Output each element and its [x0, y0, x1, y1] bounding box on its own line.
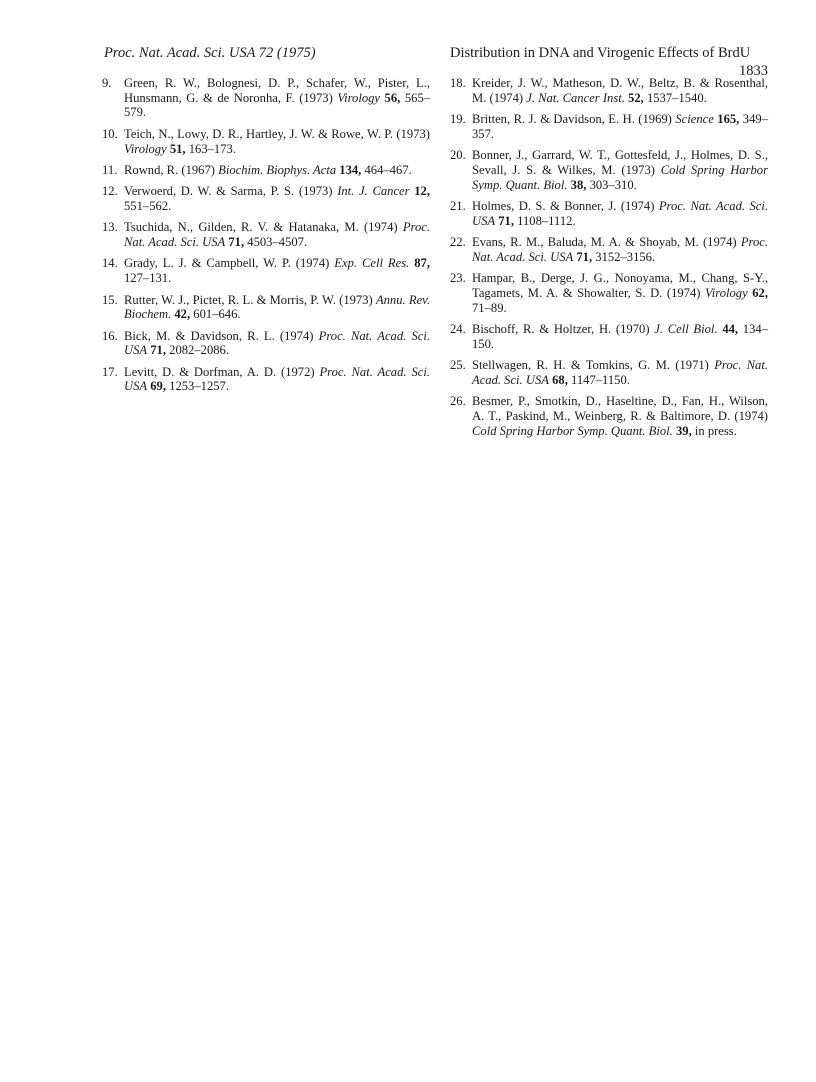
reference-pages: 303–310.: [589, 177, 637, 192]
reference-journal: Virology: [124, 141, 167, 156]
reference-authors: Bonner, J., Garrard, W. T., Gottesfeld, J., Holmes, D. S., Sevall, J. S. & Wilkes, M. (1973): [472, 148, 768, 177]
reference-authors: Grady, L. J. & Campbell, W. P. (1974): [124, 256, 330, 271]
reference-entry: [450, 76, 768, 105]
reference-number: 12.: [102, 184, 118, 199]
reference-pages: 349–357.: [472, 112, 768, 141]
reference-pages: 1537–1540.: [646, 90, 707, 105]
reference-entry: [450, 358, 768, 387]
reference-entry: [102, 163, 430, 178]
reference-number: 24.: [450, 321, 466, 336]
reference-authors: Stellwagen, R. H. & Tomkins, G. M. (1971): [472, 358, 709, 373]
reference-entry: [102, 365, 430, 394]
reference-journal: J. Cell Biol.: [654, 321, 718, 336]
reference-journal: Proc. Nat. Acad. Sci. USA: [124, 220, 430, 250]
reference-volume: 39,: [675, 423, 692, 438]
reference-pages: in press.: [694, 423, 737, 438]
reference-journal: Proc. Nat. Acad. Sci. USA: [472, 198, 768, 228]
references-left-column: [102, 76, 430, 401]
reference-pages: 2082–2086.: [169, 343, 229, 358]
reference-authors: Tsuchida, N., Gilden, R. V. & Hatanaka, M. (1974): [124, 220, 398, 235]
reference-authors: Holmes, D. S. & Bonner, J. (1974): [472, 198, 655, 213]
reference-number: 21.: [450, 198, 466, 213]
reference-authors: Bick, M. & Davidson, R. L. (1974): [124, 328, 314, 343]
page-number: 1833: [739, 63, 768, 79]
reference-journal: Biochim. Biophys. Acta: [218, 162, 337, 177]
reference-number: 22.: [450, 235, 466, 250]
reference-volume: 69,: [150, 379, 166, 394]
reference-pages: 71–89.: [472, 300, 507, 315]
reference-journal: Cold Spring Harbor Symp. Quant. Biol.: [472, 423, 673, 438]
reference-journal: Virology: [705, 285, 748, 300]
reference-volume: 51,: [169, 141, 186, 156]
reference-authors: Levitt, D. & Dorfman, A. D. (1972): [124, 364, 315, 379]
reference-pages: 134–150.: [472, 321, 768, 351]
reference-number: 16.: [102, 328, 118, 343]
reference-number: 25.: [450, 358, 466, 373]
reference-authors: Britten, R. J. & Davidson, E. H. (1969): [472, 112, 672, 127]
reference-journal: Exp. Cell Res.: [334, 256, 410, 271]
reference-volume: 134,: [339, 162, 362, 177]
reference-journal: Cold Spring Harbor Symp. Quant. Biol.: [472, 162, 768, 192]
reference-number: 19.: [450, 112, 466, 127]
reference-number: 20.: [450, 148, 466, 163]
reference-volume: 62,: [752, 285, 768, 300]
running-header: [450, 44, 768, 80]
reference-volume: 56,: [384, 90, 401, 105]
reference-pages: 127–131.: [124, 271, 172, 286]
reference-pages: 551–562.: [124, 198, 172, 213]
reference-entry: [450, 271, 768, 315]
reference-pages: 3152–3156.: [595, 249, 656, 264]
reference-authors: Kreider, J. W., Matheson, D. W., Beltz, B. & Rosenthal, M. (1974): [472, 76, 768, 105]
reference-volume: 71,: [576, 249, 593, 264]
reference-volume: 71,: [498, 213, 514, 228]
reference-number: 18.: [450, 76, 466, 90]
reference-volume: 44,: [722, 321, 739, 336]
reference-authors: Evans, R. M., Baluda, M. A. & Shoyab, M. (1974): [472, 235, 737, 250]
reference-entry: [102, 293, 430, 322]
reference-volume: 87,: [414, 256, 430, 271]
reference-journal: Proc. Nat. Acad. Sci. USA: [472, 358, 769, 387]
reference-number: 17.: [102, 364, 118, 379]
reference-entry: [102, 127, 430, 156]
reference-journal: Science: [675, 112, 714, 127]
reference-number: 15.: [102, 292, 118, 307]
reference-volume: 71,: [150, 343, 166, 358]
reference-authors: Besmer, P., Smotkin, D., Haseltine, D., Fan, H., Wilson, A. T., Paskind, M., Weinberg, R. & Baltimore, D. (1974): [472, 394, 768, 423]
reference-entry: [450, 235, 768, 264]
reference-journal: Proc. Nat. Acad. Sci. USA: [472, 235, 768, 264]
reference-pages: 565–579.: [124, 90, 431, 120]
reference-journal: Proc. Nat. Acad. Sci. USA: [124, 364, 430, 394]
journal-header: Proc. Nat. Acad. Sci. USA 72 (1975): [104, 45, 316, 61]
reference-authors: Green, R. W., Bolognesi, D. P., Schafer, W., Pister, L., Hunsmann, G. & de Noronha, F. (1973): [124, 76, 430, 105]
reference-pages: 163–173.: [188, 141, 236, 156]
reference-entry: [102, 76, 430, 120]
reference-pages: 601–646.: [193, 307, 241, 322]
reference-entry: [450, 148, 768, 192]
reference-volume: 52,: [628, 90, 644, 105]
reference-number: 13.: [102, 220, 118, 235]
reference-authors: Bischoff, R. & Holtzer, H. (1970): [472, 321, 650, 336]
reference-entry: [102, 329, 430, 358]
reference-entry: [450, 112, 768, 141]
reference-entry: [450, 322, 768, 351]
reference-volume: 71,: [228, 235, 245, 250]
references-right-column: [450, 76, 768, 445]
reference-authors: Rownd, R. (1967): [124, 162, 215, 177]
reference-pages: 4503–4507.: [247, 235, 308, 250]
reference-number: 26.: [450, 394, 466, 409]
running-title: Distribution in DNA and Virogenic Effects of BrdU: [450, 45, 751, 61]
reference-number: 11.: [102, 162, 118, 177]
reference-journal: Proc. Nat. Acad. Sci. USA: [124, 328, 430, 358]
reference-number: 14.: [102, 256, 118, 271]
reference-volume: 42,: [174, 307, 191, 322]
reference-entry: [450, 394, 768, 438]
reference-pages: 1108–1112.: [517, 213, 576, 228]
reference-entry: [102, 256, 430, 285]
reference-authors: Rutter, W. J., Pictet, R. L. & Morris, P. W. (1973): [124, 292, 373, 307]
reference-volume: 12,: [414, 184, 430, 199]
reference-number: 23.: [450, 271, 466, 286]
reference-journal: J. Nat. Cancer Inst.: [526, 90, 625, 105]
reference-journal: Int. J. Cancer: [337, 184, 410, 199]
reference-volume: 68,: [552, 372, 568, 387]
reference-entry: [102, 220, 430, 249]
reference-volume: 38,: [570, 177, 587, 192]
reference-authors: Teich, N., Lowy, D. R., Hartley, J. W. & Rowe, W. P. (1973): [124, 126, 430, 141]
reference-journal: Virology: [337, 90, 380, 105]
reference-entry: [102, 184, 430, 213]
reference-pages: 1147–1150.: [571, 372, 630, 387]
reference-authors: Verwoerd, D. W. & Sarma, P. S. (1973): [124, 184, 333, 199]
reference-journal: Annu. Rev. Biochem.: [124, 292, 430, 322]
reference-number: 9.: [102, 76, 112, 90]
reference-pages: 464–467.: [364, 162, 412, 177]
reference-volume: 165,: [717, 112, 740, 127]
reference-authors: Hampar, B., Derge, J. G., Nonoyama, M., Chang, S-Y., Tagamets, M. A. & Showalter, S. D. (1974): [472, 271, 768, 300]
reference-pages: 1253–1257.: [169, 379, 229, 394]
reference-entry: [450, 199, 768, 228]
reference-number: 10.: [102, 126, 118, 141]
